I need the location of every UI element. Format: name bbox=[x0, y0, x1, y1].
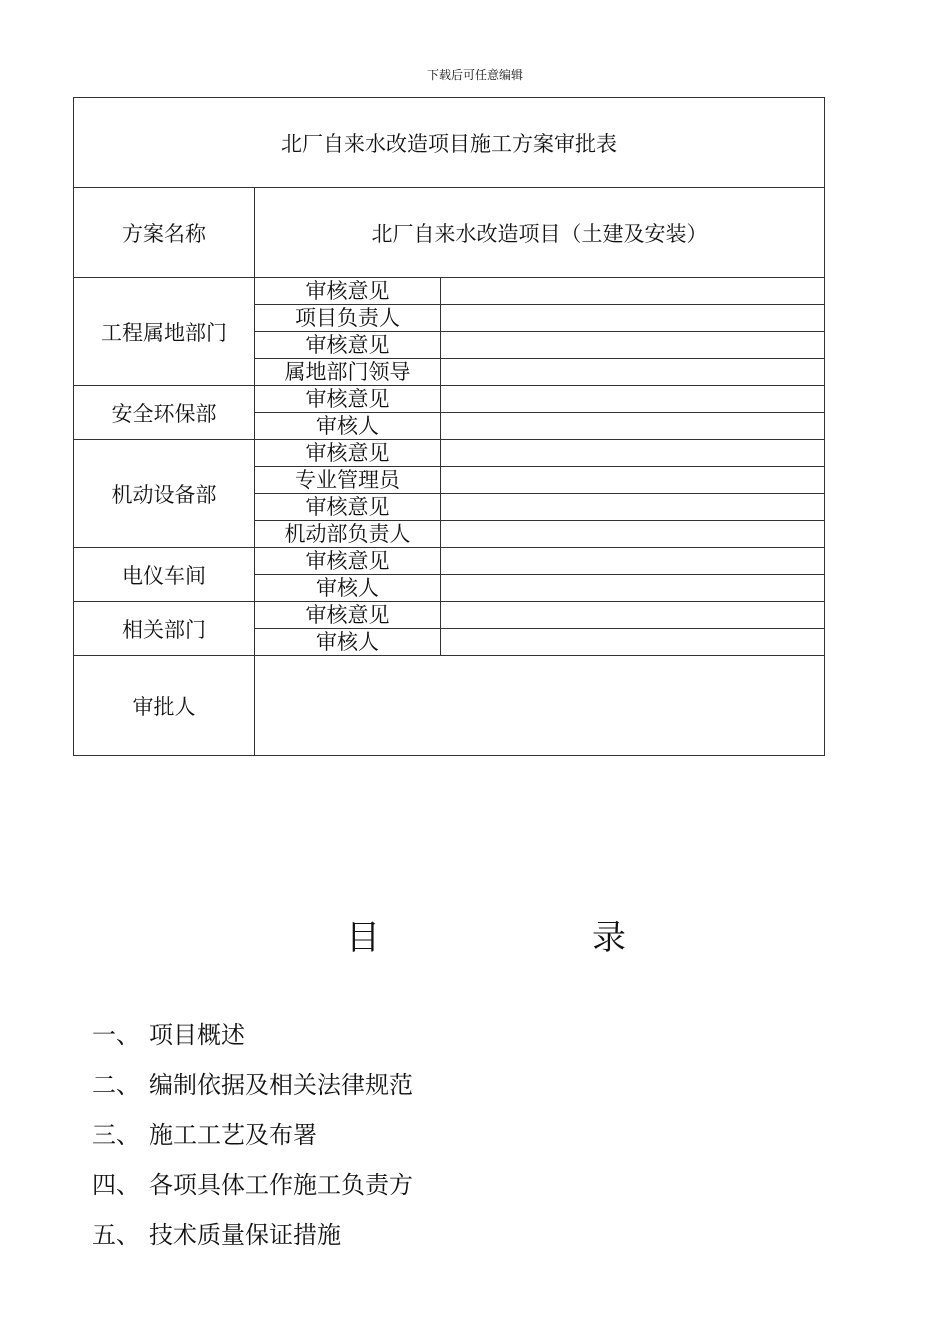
title-row bbox=[74, 98, 825, 188]
review-input-cell[interactable] bbox=[441, 629, 825, 656]
toc-item-number: 一、 bbox=[92, 1021, 140, 1049]
review-item-label: 审核人 bbox=[255, 629, 441, 656]
review-input-cell[interactable] bbox=[441, 521, 825, 548]
review-item-label: 审核意见 bbox=[255, 440, 441, 467]
approver-row bbox=[74, 656, 825, 756]
approver-label: 审批人 bbox=[74, 656, 255, 756]
review-row bbox=[74, 278, 825, 305]
toc-item-text: 施工工艺及布署 bbox=[149, 1121, 317, 1149]
toc-item-number: 四、 bbox=[92, 1171, 140, 1199]
toc-item-number: 五、 bbox=[92, 1221, 140, 1249]
table-title: 北厂自来水改造项目施工方案审批表 bbox=[74, 98, 825, 188]
approver-signature-cell[interactable] bbox=[255, 656, 825, 756]
review-row bbox=[74, 548, 825, 575]
toc-item-text: 编制依据及相关法律规范 bbox=[149, 1071, 413, 1099]
header-note: 下载后可任意编辑 bbox=[426, 68, 523, 82]
review-input-cell[interactable] bbox=[441, 413, 825, 440]
review-input-cell[interactable] bbox=[441, 575, 825, 602]
review-item-label: 审核意见 bbox=[255, 548, 441, 575]
review-input-cell[interactable] bbox=[441, 386, 825, 413]
review-item-label: 审核人 bbox=[255, 413, 441, 440]
review-item-label: 审核意见 bbox=[255, 278, 441, 305]
review-input-cell[interactable] bbox=[441, 305, 825, 332]
review-item-label: 审核意见 bbox=[255, 602, 441, 629]
department-label: 安全环保部 bbox=[74, 386, 255, 440]
review-item-label: 审核意见 bbox=[255, 332, 441, 359]
toc-item bbox=[92, 1012, 413, 1062]
department-label: 工程属地部门 bbox=[74, 278, 255, 386]
department-label: 相关部门 bbox=[74, 602, 255, 656]
review-input-cell[interactable] bbox=[441, 359, 825, 386]
review-item-label: 项目负责人 bbox=[255, 305, 441, 332]
toc-title-left: 目 bbox=[346, 918, 380, 958]
department-label: 机动设备部 bbox=[74, 440, 255, 548]
review-item-label: 机动部负责人 bbox=[255, 521, 441, 548]
toc-item bbox=[92, 1062, 413, 1112]
review-input-cell[interactable] bbox=[441, 332, 825, 359]
toc-title bbox=[0, 910, 950, 970]
review-item-label: 专业管理员 bbox=[255, 467, 441, 494]
review-input-cell[interactable] bbox=[441, 278, 825, 305]
review-item-label: 审核意见 bbox=[255, 386, 441, 413]
toc-item-number: 三、 bbox=[92, 1121, 140, 1149]
toc-item bbox=[92, 1112, 413, 1162]
review-input-cell[interactable] bbox=[441, 467, 825, 494]
toc-item bbox=[92, 1162, 413, 1212]
plan-name-row bbox=[74, 188, 825, 278]
toc-item-text: 各项具体工作施工负责方 bbox=[149, 1171, 413, 1199]
review-item-label: 审核人 bbox=[255, 575, 441, 602]
plan-name-value: 北厂自来水改造项目（土建及安装） bbox=[255, 188, 825, 278]
review-input-cell[interactable] bbox=[441, 548, 825, 575]
toc-item-text: 技术质量保证措施 bbox=[149, 1221, 341, 1249]
toc-title-right: 录 bbox=[592, 918, 626, 958]
review-input-cell[interactable] bbox=[441, 440, 825, 467]
review-row bbox=[74, 602, 825, 629]
review-row bbox=[74, 386, 825, 413]
review-row bbox=[74, 440, 825, 467]
department-label: 电仪车间 bbox=[74, 548, 255, 602]
review-input-cell[interactable] bbox=[441, 494, 825, 521]
toc-item-text: 项目概述 bbox=[149, 1021, 245, 1049]
review-input-cell[interactable] bbox=[441, 602, 825, 629]
approval-table bbox=[73, 97, 825, 756]
plan-name-label: 方案名称 bbox=[74, 188, 255, 278]
review-item-label: 审核意见 bbox=[255, 494, 441, 521]
toc-list bbox=[92, 1012, 413, 1262]
review-item-label: 属地部门领导 bbox=[255, 359, 441, 386]
toc-item-number: 二、 bbox=[92, 1071, 140, 1099]
toc-item bbox=[92, 1212, 413, 1262]
